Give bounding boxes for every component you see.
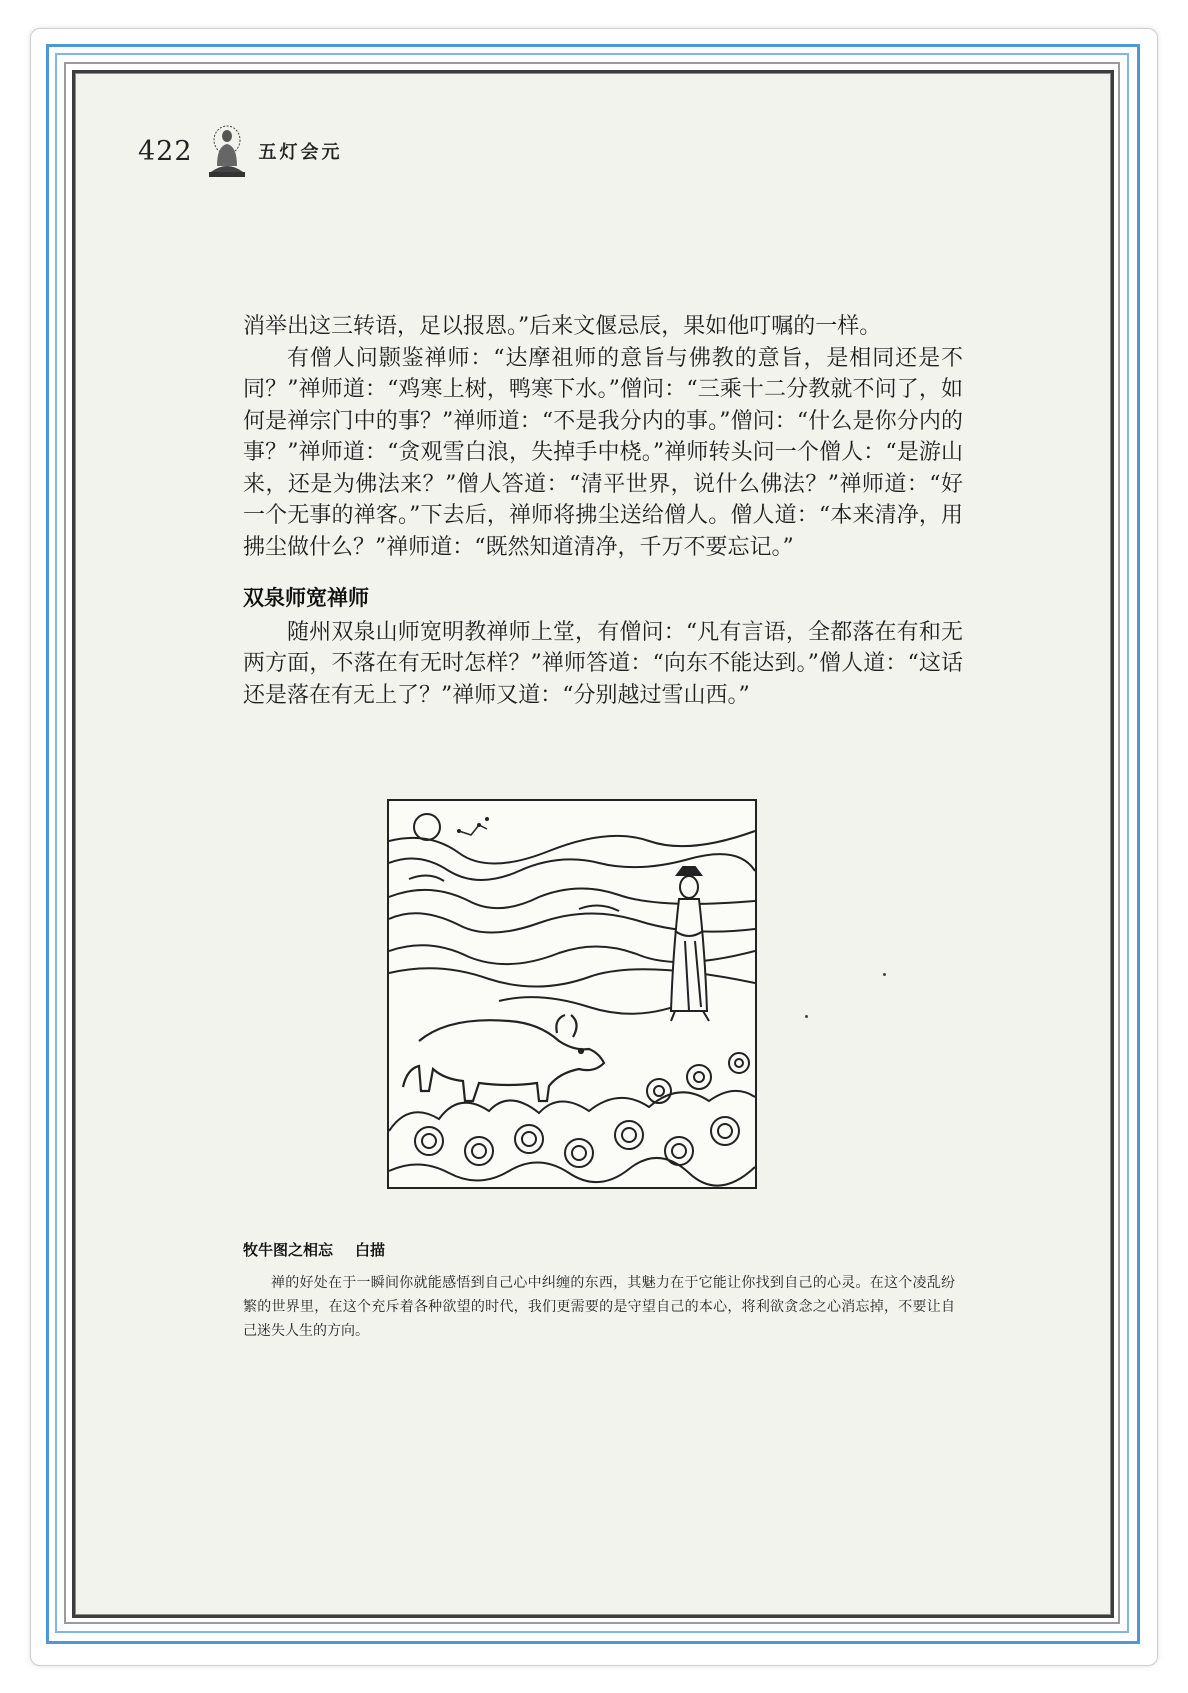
paragraph-1: 消举出这三转语，足以报恩。”后来文偃忌辰，果如他叮嘱的一样。 bbox=[243, 314, 882, 339]
caption-title-text: 牧牛图之相忘 bbox=[243, 1241, 334, 1259]
woodcut-ox-and-herdsman-illustration bbox=[387, 799, 757, 1189]
caption-title bbox=[243, 1239, 407, 1260]
paragraph-3: 随州双泉山师宽明教禅师上堂，有僧问：“凡有言语，全都落在有和无两方面，不落在有无时怎样？”禅师答道：“向东不能达到。”僧人道：“这话还是落在有无上了？”禅师又道：“分别越过雪山西。” bbox=[243, 619, 963, 708]
seated-buddha-icon bbox=[203, 122, 251, 180]
section-heading: 双泉师宽禅师 bbox=[243, 586, 369, 610]
caption-text: 禅的好处在于一瞬间你就能感悟到自己心中纠缠的东西，其魅力在于它能让你找到自己的心灵。在这个凌乱纷繁的世界里，在这个充斥着各种欲望的时代，我们更需要的是守望自己的本心，将利欲贪念之心消忘掉，不要让自己迷失人生的方向。 bbox=[243, 1275, 955, 1339]
page-header bbox=[138, 121, 343, 181]
book-title: 五灯会元 bbox=[258, 142, 343, 163]
caption-technique: 白描 bbox=[355, 1241, 386, 1259]
ink-speck bbox=[805, 1015, 808, 1018]
paragraph-2: 有僧人问颢鉴禅师：“达摩祖师的意旨与佛教的意旨，是相同还是不同？”禅师道：“鸡寒上树，鸭寒下水。”僧问：“三乘十二分教就不问了，如何是禅宗门中的事？”禅师道：“不是我分内的事。”僧问：“什么是你分内的事？”禅师道：“贪观雪白浪，失掉手中桡。”禅师转头问一个僧人：“是游山来，还是为佛法来？”僧人答道：“清平世界，说什么佛法？”禅师道：“好一个无事的禅客。”下去后，禅师将拂尘送给僧人。僧人道：“本来清净，用拂尘做什么？”禅师道：“既然知道清净，千万不要忘记。” bbox=[243, 345, 963, 560]
page-number: 422 bbox=[138, 135, 193, 167]
book-page bbox=[72, 70, 1114, 1618]
illustration-drawing bbox=[389, 801, 755, 1187]
body-text bbox=[243, 311, 963, 711]
ink-speck bbox=[883, 973, 886, 976]
